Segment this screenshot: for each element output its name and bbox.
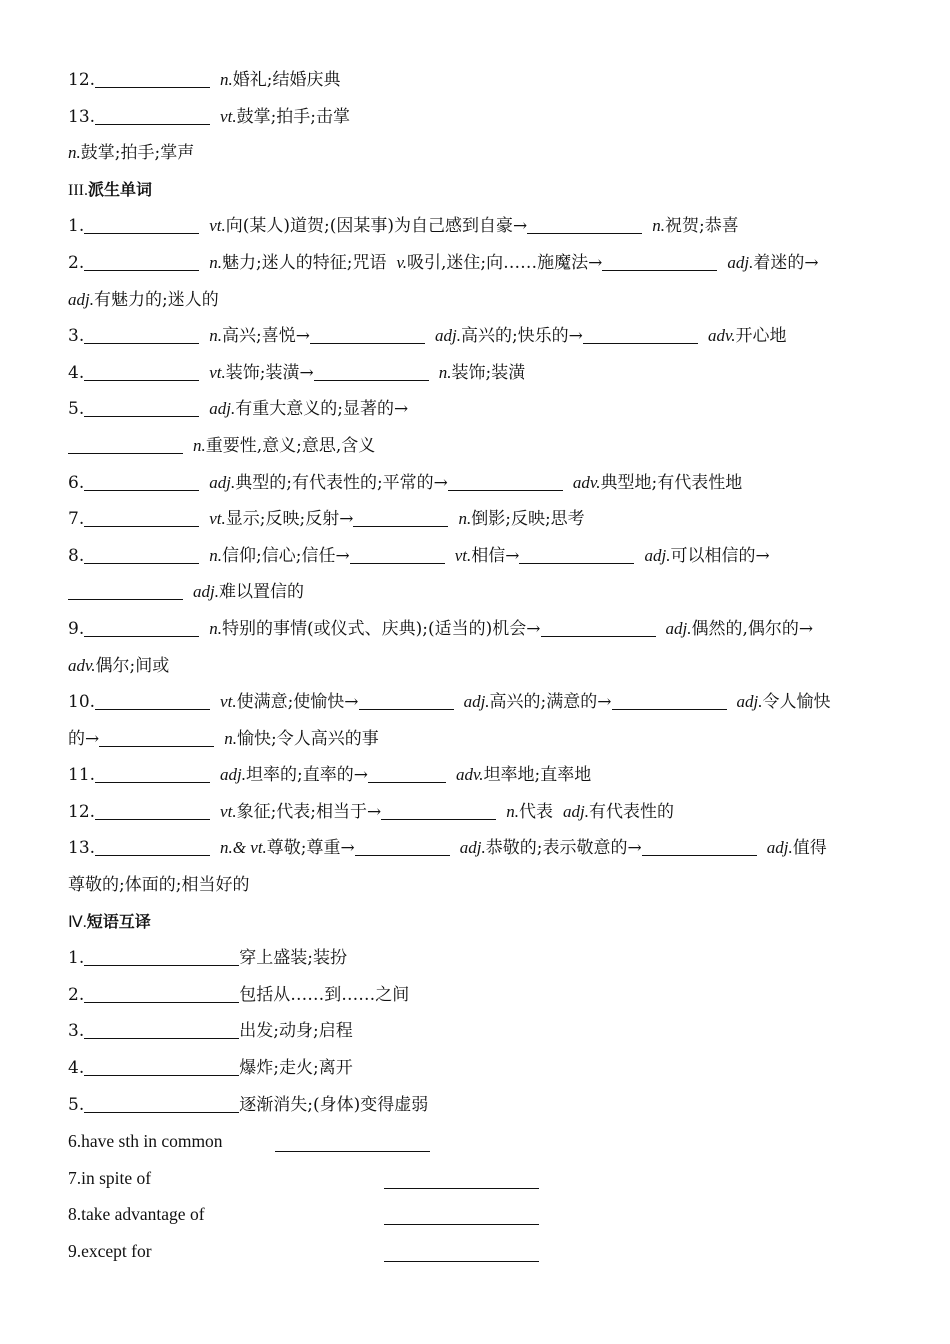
answer-blank[interactable] xyxy=(95,102,210,125)
part-of-speech: n. xyxy=(652,216,666,236)
answer-blank[interactable] xyxy=(84,1053,239,1076)
part-of-speech: adj. xyxy=(665,618,692,638)
part-of-speech: vt. xyxy=(209,216,226,236)
meaning: 吸引,迷住;向……施魔法→ xyxy=(407,252,603,273)
item-number: 13. xyxy=(68,106,96,127)
item-number: 10. xyxy=(68,692,96,713)
derived-item-2-cont xyxy=(68,282,883,319)
meaning: 的→ xyxy=(68,728,100,749)
derived-item-13-cont xyxy=(68,867,883,904)
meaning: 令人愉快 xyxy=(762,692,831,713)
answer-blank[interactable] xyxy=(84,358,199,381)
derived-item-12 xyxy=(68,794,883,831)
meaning: 使满意;使愉快→ xyxy=(236,692,359,713)
meaning: 婚礼;结婚庆典 xyxy=(232,70,341,90)
part-of-speech: adj. xyxy=(434,326,461,346)
phrase-item-8 xyxy=(68,1196,883,1233)
answer-blank[interactable] xyxy=(84,468,199,491)
part-of-speech: adj. xyxy=(727,252,754,272)
item-number: 1. xyxy=(68,216,85,237)
meaning: 偶尔;间或 xyxy=(95,655,170,676)
item-number: 12. xyxy=(68,70,96,90)
meaning: 爆炸;走火;离开 xyxy=(239,1058,353,1079)
answer-blank[interactable] xyxy=(314,358,429,381)
meaning: 高兴的;满意的→ xyxy=(489,692,612,713)
answer-blank[interactable] xyxy=(84,943,239,966)
part-of-speech: vt. xyxy=(220,106,237,126)
meaning: 恭敬的;表示敬意的→ xyxy=(485,838,642,859)
answer-blank[interactable] xyxy=(384,1166,539,1189)
meaning: 典型的;有代表性的;平常的→ xyxy=(235,472,448,493)
answer-blank[interactable] xyxy=(519,541,634,564)
answer-blank[interactable] xyxy=(612,687,727,710)
item-number: 5. xyxy=(68,1094,85,1115)
part-of-speech: adj. xyxy=(563,801,590,821)
answer-blank[interactable] xyxy=(350,541,445,564)
answer-blank[interactable] xyxy=(602,248,717,271)
item-number: 11. xyxy=(68,765,96,786)
part-of-speech: n. xyxy=(506,801,520,821)
meaning: 重要性,意义;意思,含义 xyxy=(205,435,376,456)
derived-item-11 xyxy=(68,757,883,794)
section-number: III. xyxy=(68,181,88,199)
meaning: 有重大意义的;显著的→ xyxy=(235,399,409,420)
meaning: 有代表性的 xyxy=(589,801,675,822)
part-of-speech: adj. xyxy=(766,838,793,858)
answer-blank[interactable] xyxy=(99,724,214,747)
section-number: Ⅳ. xyxy=(68,913,87,931)
part-of-speech: n. xyxy=(68,143,81,163)
answer-blank[interactable] xyxy=(359,687,454,710)
english-phrase: 8.take advantage of xyxy=(68,1204,205,1225)
derived-item-9 xyxy=(68,611,883,648)
english-phrase: 6.have sth in common xyxy=(68,1131,223,1152)
part-of-speech: adj. xyxy=(220,765,247,785)
phrase-item-6 xyxy=(68,1123,883,1160)
answer-blank[interactable] xyxy=(310,321,425,344)
answer-blank[interactable] xyxy=(84,248,199,271)
vocab-item-12 xyxy=(68,62,883,99)
derived-item-9-cont xyxy=(68,648,883,685)
part-of-speech: adv. xyxy=(456,765,484,785)
answer-blank[interactable] xyxy=(84,211,199,234)
part-of-speech: vt. xyxy=(220,801,237,821)
meaning: 向(某人)道贺;(因某事)为自己感到自豪→ xyxy=(225,216,528,237)
part-of-speech: adj. xyxy=(193,582,219,602)
item-number: 9. xyxy=(68,618,85,639)
meaning: 穿上盛装;装扮 xyxy=(239,948,347,969)
part-of-speech: n. xyxy=(220,70,233,89)
item-number: 7. xyxy=(68,509,85,530)
answer-blank[interactable] xyxy=(381,797,496,820)
derived-item-1 xyxy=(68,208,883,245)
answer-blank[interactable] xyxy=(95,65,210,88)
answer-blank[interactable] xyxy=(448,468,563,491)
derived-item-5 xyxy=(68,391,883,428)
answer-blank[interactable] xyxy=(95,833,210,856)
meaning: 愉快;令人高兴的事 xyxy=(237,728,379,749)
answer-blank[interactable] xyxy=(68,577,183,600)
derived-item-3 xyxy=(68,318,883,355)
phrase-item-9 xyxy=(68,1233,883,1270)
answer-blank[interactable] xyxy=(583,321,698,344)
derived-item-4 xyxy=(68,355,883,392)
vocab-item-13-extra xyxy=(68,135,883,172)
meaning: 出发;动身;启程 xyxy=(239,1021,353,1042)
part-of-speech: n. xyxy=(209,618,222,638)
answer-blank[interactable] xyxy=(368,760,446,783)
meaning: 鼓掌;拍手;击掌 xyxy=(236,106,351,127)
meaning: 有魅力的;迷人的 xyxy=(93,289,219,310)
derived-item-2 xyxy=(68,245,883,282)
section-heading-phrase-translation xyxy=(68,904,883,941)
part-of-speech: n. xyxy=(209,326,222,346)
item-number: 3. xyxy=(68,1021,85,1042)
part-of-speech: adv. xyxy=(572,472,601,492)
part-of-speech: vt. xyxy=(454,545,472,565)
item-number: 4. xyxy=(68,362,85,383)
item-number: 6. xyxy=(68,472,85,493)
part-of-speech: n. xyxy=(438,362,452,382)
answer-blank[interactable] xyxy=(355,833,450,856)
phrase-item-4 xyxy=(68,1050,883,1087)
part-of-speech: vt. xyxy=(209,362,226,382)
answer-blank[interactable] xyxy=(353,504,448,527)
part-of-speech: adj. xyxy=(736,692,763,712)
item-number: 1. xyxy=(68,948,85,969)
part-of-speech: vt. xyxy=(209,509,226,529)
derived-item-13 xyxy=(68,830,883,867)
vocab-item-13 xyxy=(68,99,883,136)
section-title: 派生单词 xyxy=(87,179,152,199)
answer-blank[interactable] xyxy=(541,614,656,637)
meaning: 逐渐消失;(身体)变得虚弱 xyxy=(239,1094,429,1115)
answer-blank[interactable] xyxy=(384,1202,539,1225)
part-of-speech: adj. xyxy=(459,838,486,858)
item-number: 4. xyxy=(68,1058,85,1079)
meaning: 坦率地;直率地 xyxy=(483,765,592,786)
derived-item-10 xyxy=(68,684,883,721)
item-number: 2. xyxy=(68,252,85,273)
meaning: 显示;反映;反射→ xyxy=(225,509,354,530)
section-heading-derived-words xyxy=(68,172,883,209)
part-of-speech: n. xyxy=(209,252,222,272)
meaning: 代表 xyxy=(519,801,554,822)
part-of-speech: v. xyxy=(396,252,407,272)
part-of-speech: adj. xyxy=(463,692,490,712)
derived-item-10-cont xyxy=(68,721,883,758)
derived-item-8-cont xyxy=(68,574,883,611)
item-number: 13. xyxy=(68,838,96,859)
phrase-item-1 xyxy=(68,940,883,977)
phrase-item-3 xyxy=(68,1013,883,1050)
meaning: 偶然的,偶尔的→ xyxy=(691,618,814,639)
item-number: 2. xyxy=(68,984,85,1005)
answer-blank[interactable] xyxy=(68,431,183,454)
part-of-speech: adv. xyxy=(68,655,96,675)
meaning: 倒影;反映;思考 xyxy=(471,509,585,530)
phrase-item-2 xyxy=(68,977,883,1014)
meaning: 着迷的→ xyxy=(753,252,819,273)
worksheet-page xyxy=(68,62,883,1270)
derived-item-7 xyxy=(68,501,883,538)
part-of-speech: n.& vt. xyxy=(220,838,267,858)
meaning: 相信→ xyxy=(471,545,520,566)
english-phrase: 9.except for xyxy=(68,1241,152,1261)
meaning: 坦率的;直率的→ xyxy=(246,765,369,786)
answer-blank[interactable] xyxy=(84,504,199,527)
part-of-speech: adv. xyxy=(707,326,736,346)
answer-blank[interactable] xyxy=(384,1239,539,1262)
answer-blank[interactable] xyxy=(642,833,757,856)
answer-blank[interactable] xyxy=(95,687,210,710)
meaning: 典型地;有代表性地 xyxy=(600,472,743,493)
part-of-speech: n. xyxy=(209,545,222,565)
phrase-item-5 xyxy=(68,1087,883,1124)
part-of-speech: n. xyxy=(193,435,206,455)
meaning: 难以置信的 xyxy=(218,582,304,603)
derived-item-6 xyxy=(68,465,883,502)
english-phrase: 7.in spite of xyxy=(68,1167,152,1188)
meaning: 装饰;装潢→ xyxy=(225,362,314,383)
meaning: 尊敬的;体面的;相当好的 xyxy=(68,875,250,896)
meaning: 尊敬;尊重→ xyxy=(266,838,355,859)
meaning: 值得 xyxy=(792,838,827,859)
part-of-speech: adj. xyxy=(209,472,236,492)
meaning: 可以相信的→ xyxy=(670,545,770,566)
answer-blank[interactable] xyxy=(95,760,210,783)
meaning: 信仰;信心;信任→ xyxy=(221,545,350,566)
answer-blank[interactable] xyxy=(95,797,210,820)
item-number: 5. xyxy=(68,399,85,420)
meaning: 象征;代表;相当于→ xyxy=(236,801,382,822)
section-title: 短语互译 xyxy=(86,911,151,931)
meaning: 祝贺;恭喜 xyxy=(665,216,739,237)
part-of-speech: n. xyxy=(458,509,472,529)
part-of-speech: adj. xyxy=(644,545,671,565)
meaning: 开心地 xyxy=(735,326,787,347)
answer-blank[interactable] xyxy=(84,1090,239,1113)
phrase-item-7 xyxy=(68,1160,883,1197)
answer-blank[interactable] xyxy=(84,321,199,344)
answer-blank[interactable] xyxy=(84,394,199,417)
part-of-speech: vt. xyxy=(220,692,237,712)
part-of-speech: n. xyxy=(224,728,237,748)
meaning: 装饰;装潢 xyxy=(451,362,526,383)
meaning: 魅力;迷人的特征;咒语 xyxy=(221,252,387,273)
item-number: 12. xyxy=(68,801,96,822)
answer-blank[interactable] xyxy=(527,211,642,234)
meaning: 包括从……到……之间 xyxy=(239,984,410,1005)
meaning: 鼓掌;拍手;掌声 xyxy=(80,143,195,164)
answer-blank[interactable] xyxy=(84,614,199,637)
answer-blank[interactable] xyxy=(275,1129,430,1152)
meaning: 高兴;喜悦→ xyxy=(221,326,310,347)
derived-item-5-cont xyxy=(68,428,883,465)
answer-blank[interactable] xyxy=(84,980,239,1003)
answer-blank[interactable] xyxy=(84,541,199,564)
meaning: 高兴的;快乐的→ xyxy=(460,326,583,347)
derived-item-8 xyxy=(68,538,883,575)
part-of-speech: adj. xyxy=(209,399,236,419)
answer-blank[interactable] xyxy=(84,1016,239,1039)
item-number: 8. xyxy=(68,545,85,566)
item-number: 3. xyxy=(68,326,85,347)
part-of-speech: adj. xyxy=(68,289,94,309)
meaning: 特别的事情(或仪式、庆典);(适当的)机会→ xyxy=(221,618,541,639)
